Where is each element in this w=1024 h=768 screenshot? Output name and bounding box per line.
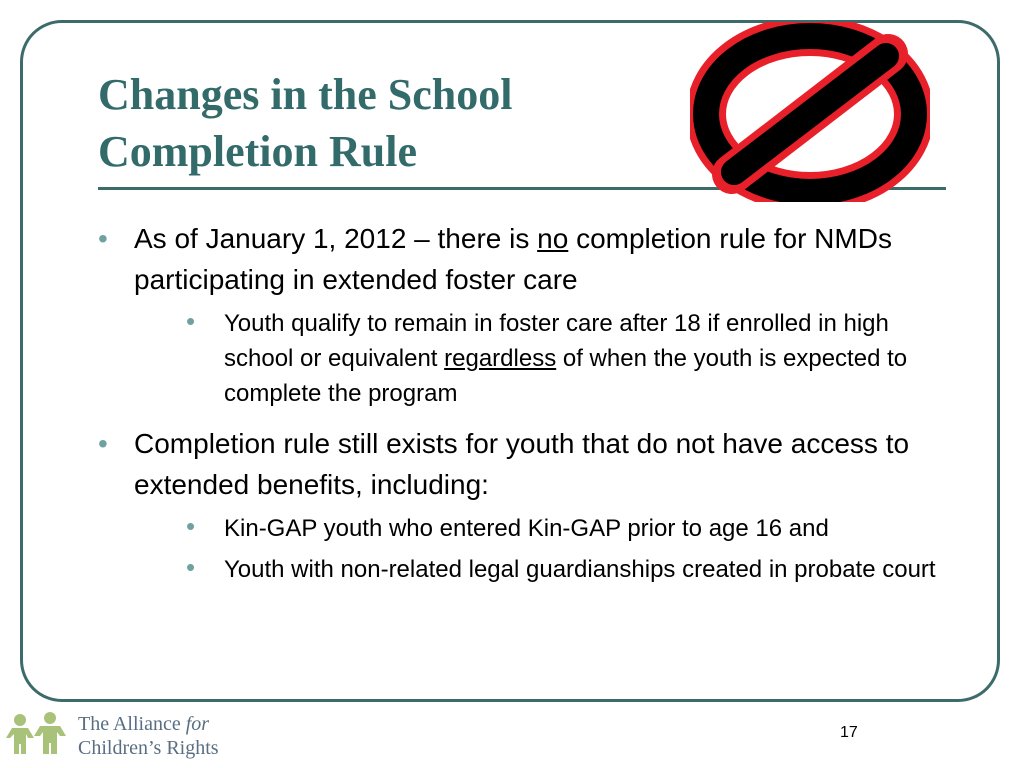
sub-bullet-text: Youth with non-related legal guardianships created in probate court [224, 556, 936, 583]
sub-bullet-icon: • [186, 306, 196, 336]
emphasized-text: no [537, 223, 569, 254]
slide-content [96, 218, 956, 599]
sub-bullet-item [172, 511, 956, 546]
organization-logo [6, 708, 236, 764]
sub-bullet-list [134, 306, 956, 411]
slide-title-line-2: Completion Rule [98, 127, 417, 176]
bullet-item [96, 423, 956, 587]
sub-bullet-item [172, 552, 956, 587]
slide-title [98, 66, 658, 180]
sub-bullet-list [134, 511, 956, 587]
logo-line-1-italic: for [185, 713, 210, 735]
emphasized-text: regardless [444, 345, 557, 372]
bullet-icon: • [98, 428, 108, 459]
slide-title-line-1: Changes in the School [98, 70, 513, 119]
children-figures-icon [6, 708, 70, 760]
bullet-text: As of January 1, 2012 – there is [134, 223, 538, 254]
sub-bullet-icon: • [186, 552, 196, 582]
logo-line-2: Children’s Rights [78, 737, 219, 759]
sub-bullet-text: of when the youth is expected to complete the program [224, 345, 908, 407]
organization-name [78, 712, 219, 760]
page-number: 17 [840, 724, 858, 741]
sub-bullet-icon: • [186, 511, 196, 541]
bullet-text: Completion rule still exists for youth that do not have access to extended benefits, including: [134, 428, 910, 500]
sub-bullet-item [172, 306, 956, 411]
logo-line-1: The Alliance [78, 713, 186, 735]
sub-bullet-text: Kin-GAP youth who entered Kin-GAP prior to age 16 and [224, 515, 829, 542]
bullet-item [96, 218, 956, 411]
bullet-icon: • [98, 223, 108, 254]
bullet-text: completion rule for NMDs participating in extended foster care [134, 223, 892, 295]
prohibition-icon [690, 22, 930, 202]
sub-bullet-text: Youth qualify to remain in foster care after 18 if enrolled in high school or equivalent [224, 310, 889, 372]
